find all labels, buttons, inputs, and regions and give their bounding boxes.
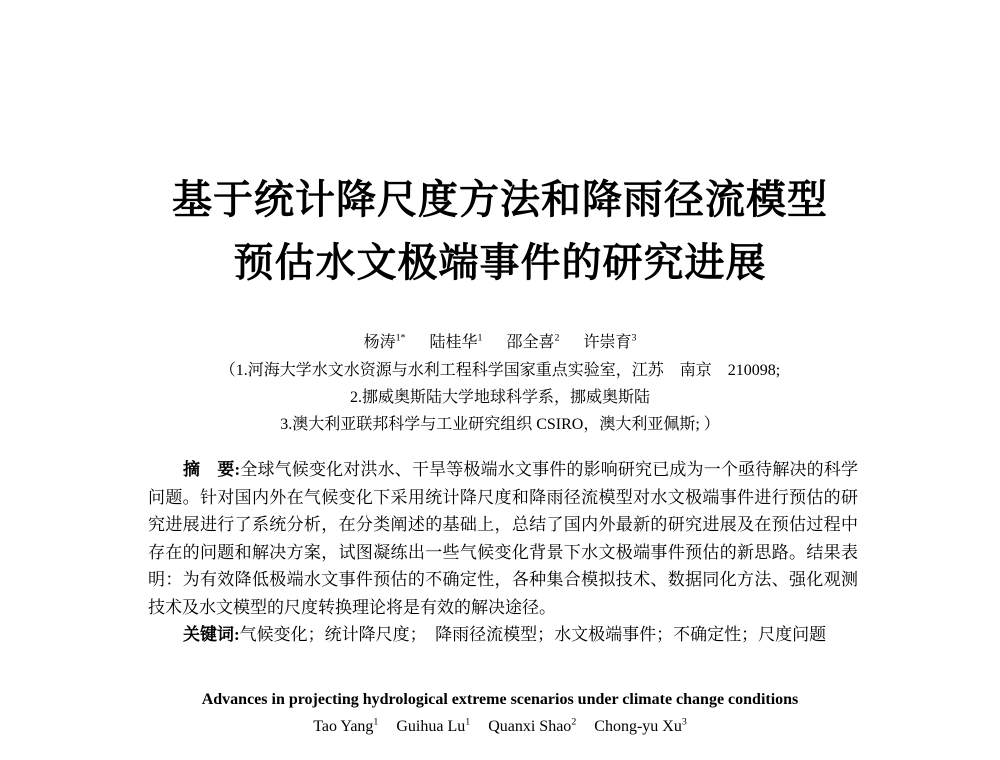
author-en: Guihua Lu$^1$ [396, 716, 471, 735]
authors-cn [0, 332, 1000, 354]
author-cn: 杨涛$^{1*}$ [363, 332, 406, 351]
title-en: Advances in projecting hydrological extreme scenarios under climate change conditions [201, 691, 799, 708]
author-cn: 许崇育$^3$ [583, 332, 637, 351]
authors-en [0, 716, 1000, 738]
author-cn: 邵全喜$^2$ [506, 332, 560, 351]
author-en: Tao Yang$^1$ [313, 716, 379, 735]
title-cn-line-2: 预估水文极端事件的研究进展 [233, 240, 767, 285]
author-cn: 陆桂华$^1$ [429, 332, 483, 351]
affiliation-1: （1.河海大学水文水资源与水利工程科学国家重点实验室，江苏 南京 210098; [219, 362, 781, 379]
abstract-label: 摘 要: [183, 460, 241, 479]
keywords-label: 关键词: [183, 625, 240, 644]
keywords-paragraph [148, 621, 858, 649]
abstract-paragraph [148, 456, 858, 621]
abstract-text: 全球气候变化对洪水、干旱等极端水文事件的影响研究已成为一个亟待解决的科学问题。针对国内外在气候变化下采用统计降尺度和降雨径流模型对水文极端事件进行预估的研究进展进行了系统分析，在分类阐述的基础上，总结了国内外最新的研究进展及在预估过程中存在的问题和解决方案，试图凝练出一些气候变化背景下水文极端事件预估的新思路。结果表明：为有效降低极端水文事件预估的不确定性，各种集合模拟技术、数据同化方法、强化观测技术及水文模型的尺度转换理论将是有效的解决途径。 [148, 460, 858, 617]
affiliation-2: 2.挪威奥斯陆大学地球科学系，挪威奥斯陆 [349, 389, 650, 406]
author-en: Chong-yu Xu$^3$ [594, 716, 687, 735]
keywords-text: 气候变化；统计降尺度； 降雨径流模型；水文极端事件；不确定性；尺度问题 [239, 625, 827, 644]
author-en: Quanxi Shao$^2$ [488, 716, 577, 735]
abstract-section [148, 456, 858, 649]
title-cn-line-1: 基于统计降尺度方法和降雨径流模型 [172, 177, 828, 222]
affiliation-3: 3.澳大利亚联邦科学与工业研究组织 CSIRO，澳大利亚佩斯; ） [280, 416, 720, 433]
